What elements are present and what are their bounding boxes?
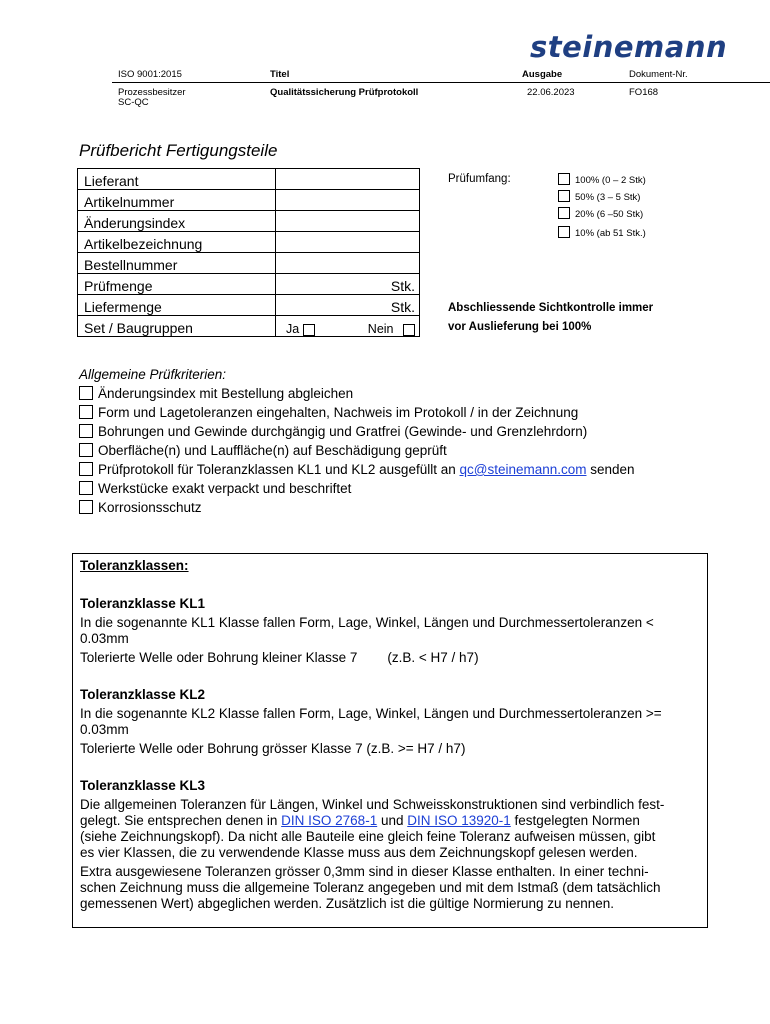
lieferant-label: Lieferant xyxy=(78,169,276,190)
table-row xyxy=(78,295,420,316)
iso-label: ISO 9001:2015 xyxy=(118,69,182,80)
kl2-text-line: Tolerierte Welle oder Bohrung grösser Klasse 7 (z.B. >= H7 / h7) xyxy=(80,741,466,756)
prozessbesitzer-label: Prozessbesitzer xyxy=(118,87,186,98)
titel-value: Qualitätssicherung Prüfprotokoll xyxy=(270,87,419,98)
checkbox[interactable] xyxy=(558,173,570,185)
pruefumfang-option-100[interactable] xyxy=(558,173,646,186)
kl3-title: Toleranzklasse KL3 xyxy=(80,778,206,793)
toleranzklassen-heading: Toleranzklassen: xyxy=(80,558,189,573)
sichtkontrolle-note-line1: Abschliessende Sichtkontrolle immer xyxy=(448,302,654,314)
criteria-item[interactable]: Korrosionsschutz xyxy=(79,500,202,515)
kl3-text-line: (siehe Zeichnungskopf). Da nicht alle Bauteile eine gleich feine Toleranz aufweisen müssen, gibt xyxy=(80,829,656,844)
checkbox[interactable] xyxy=(79,386,93,400)
criteria-item[interactable]: Oberfläche(n) und Lauffläche(n) auf Beschädigung geprüft xyxy=(79,443,447,458)
din-iso-13920-link[interactable]: DIN ISO 13920-1 xyxy=(407,813,511,828)
criteria-title: Allgemeine Prüfkriterien: xyxy=(79,367,227,382)
pruefmenge-field[interactable]: Stk. xyxy=(276,274,420,295)
checkbox[interactable] xyxy=(79,481,93,495)
artikelnummer-label: Artikelnummer xyxy=(78,190,276,211)
checkbox[interactable] xyxy=(79,443,93,457)
checkbox[interactable] xyxy=(79,424,93,438)
kl1-title: Toleranzklasse KL1 xyxy=(80,596,206,611)
pruefumfang-option-50[interactable] xyxy=(558,190,640,203)
nein-label: Nein xyxy=(367,322,394,336)
option-label: 10% (ab 51 Stk.) xyxy=(575,228,646,239)
lieferant-field[interactable] xyxy=(276,169,420,190)
bestellnummer-label: Bestellnummer xyxy=(78,253,276,274)
criteria-item[interactable]: Prüfprotokoll für Toleranzklassen KL1 und KL2 ausgefüllt an qc@steinemann.com senden xyxy=(79,462,635,477)
kl2-text-line: 0.03mm xyxy=(80,722,129,737)
prozessbesitzer-value: SC-QC xyxy=(118,97,149,108)
option-label: 50% (3 – 5 Stk) xyxy=(575,192,641,203)
page-title: Prüfbericht Fertigungsteile xyxy=(79,141,278,160)
kl1-text-line: Tolerierte Welle oder Bohrung kleiner Klasse 7 (z.B. < H7 / h7) xyxy=(80,650,479,665)
criteria-item[interactable]: Werkstücke exakt verpackt und beschriftet xyxy=(79,481,351,496)
kl1-text-line: In die sogenannte KL1 Klasse fallen Form, Lage, Winkel, Längen und Durchmessertoleranzen < xyxy=(80,615,654,630)
kl2-text-line: In die sogenannte KL2 Klasse fallen Form, Lage, Winkel, Längen und Durchmessertoleranzen >= xyxy=(80,706,662,721)
company-logo: steinemann xyxy=(530,30,728,64)
aenderungsindex-field[interactable] xyxy=(276,211,420,232)
checkbox[interactable] xyxy=(79,462,93,476)
kl3-text-line: gelegt. Sie entsprechen denen in DIN ISO 2768-1 und DIN ISO 13920-1 festgelegten Normen xyxy=(80,813,640,828)
pruefumfang-option-20[interactable] xyxy=(558,207,643,220)
checkbox[interactable] xyxy=(558,226,570,238)
table-row xyxy=(78,190,420,211)
bestellnummer-field[interactable] xyxy=(276,253,420,274)
pruefmenge-label: Prüfmenge xyxy=(78,274,276,295)
kl3-text-line: es vier Klassen, die zu verwendende Klasse muss aus dem Zeichnungskopf gelesen werden. xyxy=(80,845,638,860)
header-divider xyxy=(112,82,770,83)
liefermenge-label: Liefermenge xyxy=(78,295,276,316)
checkbox[interactable] xyxy=(79,405,93,419)
qc-email-link[interactable]: qc@steinemann.com xyxy=(459,462,587,477)
ausgabe-value: 22.06.2023 xyxy=(527,87,575,98)
info-table xyxy=(77,168,420,337)
criteria-item[interactable]: Form und Lagetoleranzen eingehalten, Nachweis im Protokoll / in der Zeichnung xyxy=(79,405,578,420)
dokument-nr-label: Dokument-Nr. xyxy=(629,69,688,80)
artikelbezeichnung-field[interactable] xyxy=(276,232,420,253)
din-iso-2768-link[interactable]: DIN ISO 2768-1 xyxy=(281,813,378,828)
table-row xyxy=(78,316,420,337)
kl3-text-line: Die allgemeinen Toleranzen für Längen, Winkel und Schweisskonstruktionen sind verbindlich fest- xyxy=(80,797,665,812)
ausgabe-label: Ausgabe xyxy=(522,69,563,80)
kl1-text-line: 0.03mm xyxy=(80,631,129,646)
artikelnummer-field[interactable] xyxy=(276,190,420,211)
criteria-item[interactable]: Bohrungen und Gewinde durchgängig und Gratfrei (Gewinde- und Grenzlehrdorn) xyxy=(79,424,587,439)
table-row xyxy=(78,211,420,232)
checkbox[interactable] xyxy=(558,190,570,202)
checkbox[interactable] xyxy=(558,207,570,219)
option-label: 100% (0 – 2 Stk) xyxy=(575,175,646,186)
kl2-title: Toleranzklasse KL2 xyxy=(80,687,206,702)
checkbox[interactable] xyxy=(79,500,93,514)
table-row xyxy=(78,274,420,295)
pruefumfang-option-10[interactable] xyxy=(558,226,646,239)
artikelbezeichnung-label: Artikelbezeichnung xyxy=(78,232,276,253)
liefermenge-field[interactable]: Stk. xyxy=(276,295,420,316)
criteria-item[interactable]: Änderungsindex mit Bestellung abgleichen xyxy=(79,386,353,401)
pruefumfang-label: Prüfumfang: xyxy=(448,173,511,185)
dokument-nr-value: FO168 xyxy=(629,87,659,98)
ja-checkbox[interactable] xyxy=(303,324,315,336)
table-row xyxy=(78,232,420,253)
table-row xyxy=(78,169,420,190)
set-baugruppen-label: Set / Baugruppen xyxy=(78,316,276,337)
set-baugruppen-choice xyxy=(276,316,420,337)
nein-checkbox[interactable] xyxy=(403,324,415,336)
titel-label: Titel xyxy=(270,69,290,80)
table-row xyxy=(78,253,420,274)
kl3-text-line: schen Zeichnung muss die allgemeine Toleranz angegeben und mit dem Istmaß (dem tatsächlich xyxy=(80,880,661,895)
kl3-text-line: gemessenen Wert) abgeglichen werden. Zusätzlich ist die gültige Normierung zu nennen. xyxy=(80,896,615,911)
ja-label: Ja xyxy=(286,322,300,336)
option-label: 20% (6 –50 Stk) xyxy=(575,209,644,220)
sichtkontrolle-note-line2: vor Auslieferung bei 100% xyxy=(448,321,592,333)
kl3-text-line: Extra ausgewiesene Toleranzen grösser 0,3mm sind in dieser Klasse enthalten. In einer techni- xyxy=(80,864,649,879)
aenderungsindex-label: Änderungsindex xyxy=(78,211,276,232)
